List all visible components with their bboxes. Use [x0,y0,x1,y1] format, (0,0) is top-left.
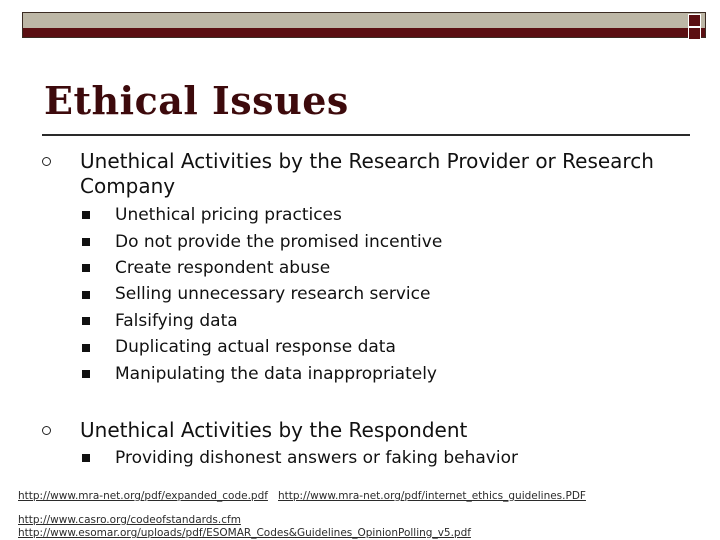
hollow-bullet-icon [42,157,51,166]
header-stripe [23,28,705,37]
square-bullet-icon [82,291,90,299]
list-item: Manipulating the data inappropriately [115,364,437,384]
link-casro-standards[interactable]: http://www.casro.org/codeofstandards.cfm [18,514,241,526]
corner-square-top [688,14,701,27]
page-title: Ethical Issues [44,78,349,123]
list-item: Duplicating actual response data [115,337,396,357]
title-divider [42,134,690,136]
link-mra-internet-ethics[interactable]: http://www.mra-net.org/pdf/internet_ethics_guidelines.PDF [278,490,586,502]
list-item: Providing dishonest answers or faking behavior [115,448,518,468]
section-heading-respondent: Unethical Activities by the Respondent [80,418,468,442]
square-bullet-icon [82,344,90,352]
square-bullet-icon [82,264,90,272]
list-item: Selling unnecessary research service [115,284,431,304]
hollow-bullet-icon [42,426,51,435]
square-bullet-icon [82,454,90,462]
link-esomar-guidelines[interactable]: http://www.esomar.org/uploads/pdf/ESOMAR_Codes&Guidelines_OpinionPolling_v5.pdf [18,527,471,539]
header-bar [22,12,706,38]
list-item: Do not provide the promised incentive [115,232,443,252]
square-bullet-icon [82,317,90,325]
list-item: Unethical pricing practices [115,205,342,225]
square-bullet-icon [82,238,90,246]
list-item: Create respondent abuse [115,258,331,278]
section-heading-provider: Unethical Activities by the Research Provider or Research Company [80,149,654,198]
square-bullet-icon [82,370,90,378]
square-bullet-icon [82,211,90,219]
link-mra-expanded-code[interactable]: http://www.mra-net.org/pdf/expanded_code.pdf [18,490,268,502]
list-item: Falsifying data [115,311,238,331]
corner-square-bottom [688,27,701,40]
